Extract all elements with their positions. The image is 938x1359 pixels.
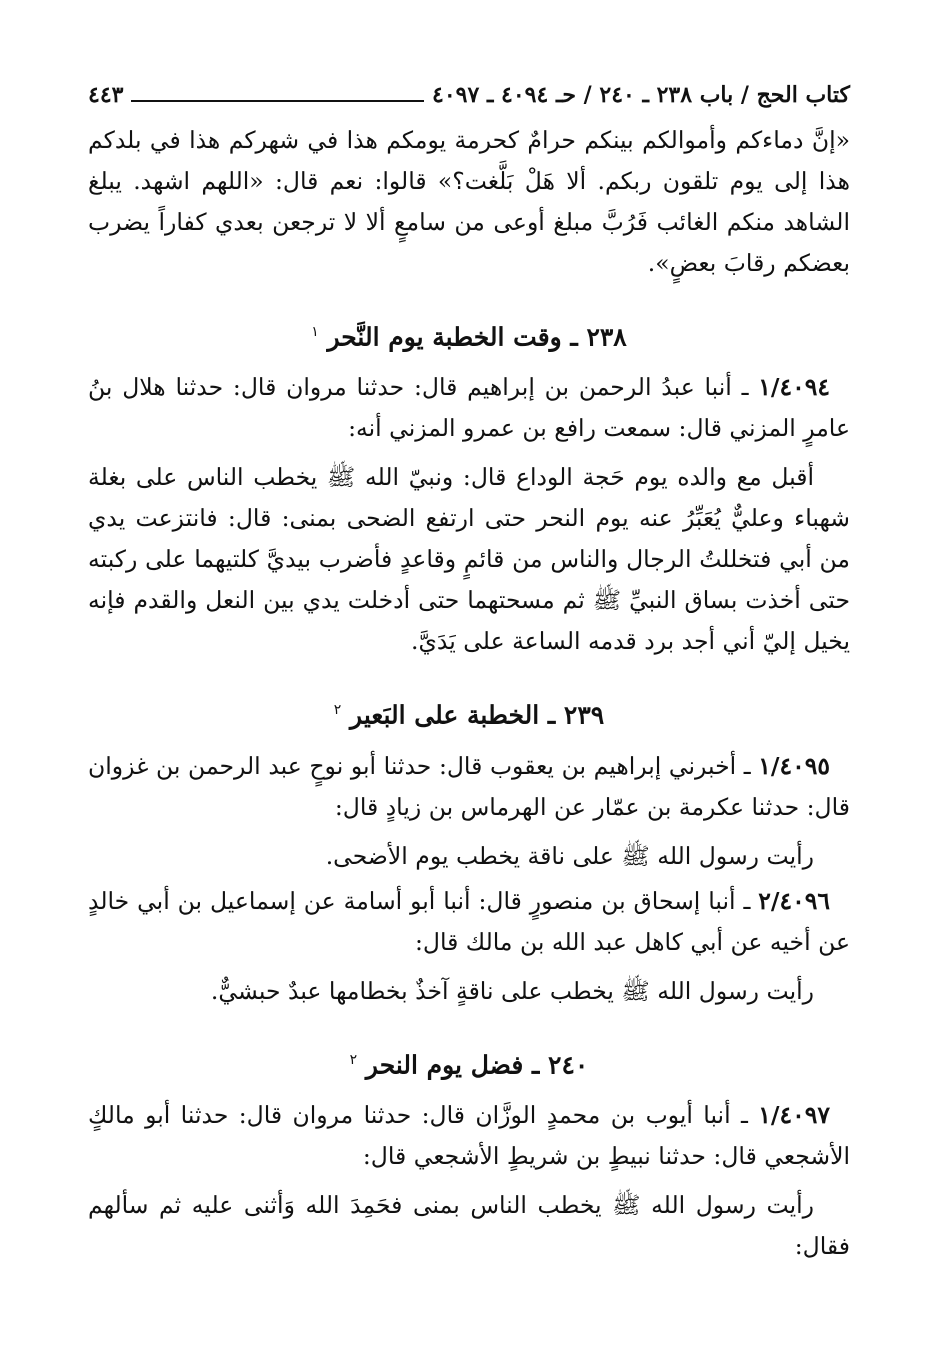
hadith-isnad: [88, 367, 850, 449]
hadith-number: ١/٤٠٩٤: [758, 373, 830, 402]
hadith-number: ١/٤٠٩٧: [758, 1100, 830, 1129]
footnote-mark: ١: [311, 324, 319, 340]
hadith-isnad: [88, 881, 850, 963]
intro-paragraph: «إنَّ دماءكم وأموالكم بينكم حرامٌ كحرمة يومكم هذا في شهركم هذا في بلدكم هذا إلى يوم تلقون ربكم. ألا هَلْ بَلَّغت؟» قالوا: نعم قال: «اللهم اشهد. يبلغ الشاهد منكم الغائب فَرُبَّ مبلغ أوعى من سامعٍ ألا لا ترجعن بعدي كفاراً يضرب بعضكم رقابَ بعضٍ».: [88, 126, 850, 277]
section-heading: [88, 1040, 850, 1085]
section-heading: [88, 690, 850, 735]
footnote-mark: ٢: [333, 702, 342, 719]
hadith-isnad: [88, 1095, 850, 1177]
header-rule: [131, 100, 424, 102]
hadith-matn: رأيت رسول الله ﷺ يخطب الناس بمنى فحَمِدَ الله وَأثنى عليه ثم سألهم فقال:: [88, 1190, 850, 1260]
isnad-text: ـ أخبرني إبراهيم بن يعقوب قال: حدثنا أبو نوحٍ عبد الرحمن بن غزوان قال: حدثنا عكرمة بن عمّار عن الهرماس بن زيادٍ قال:: [88, 751, 850, 821]
isnad-text: ـ أنبا عبدُ الرحمن بن إبراهيم قال: حدثنا مروان قال: حدثنا هلال بنُ عامرٍ المزني قال: سمعت رافع بن عمرو المزني أنه:: [88, 373, 850, 443]
isnad-text: ـ أنبا أيوب بن محمدٍ الوزَّان قال: حدثنا مروان قال: حدثنا أبو مالكٍ الأشجعي قال: حدثنا نبيطٍ بن شريطٍ الأشجعي قال:: [88, 1100, 850, 1170]
hadith-matn: أقبل مع والده يوم حَجة الوداع قال: ونبيّ الله ﷺ يخطب الناس على بغلة شهباء وعليٌّ يُعَبِّرُ عنه يوم النحر حتى ارتفع الضحى بمنى: قال: فانتزعت يدي من أبي فتخللتُ الرجال والناس من قائمٍ وقاعدٍ فأضرب بيديَّ كلتيهما على ركبته حتى أخذت بساق النبيِّ ﷺ ثم مسحتهما حتى أدخلت يدي بين النعل والقدم فإنه يخيل إليّ أني أجد برد قدمه الساعة على يَدَيَّ.: [88, 463, 850, 656]
page-number: ٤٤٣: [88, 82, 124, 108]
hadith-matn: رأيت رسول الله ﷺ يخطب على ناقةٍ آخذٌ بخطامها عبدٌ حبشيٌّ.: [210, 976, 814, 1005]
book-page: [88, 78, 850, 1271]
section-heading-text: ٢٤٠ ـ فضل يوم النحر: [365, 1049, 589, 1079]
section-heading-text: ٢٣٨ ـ وقت الخطبة يوم النَّحر: [327, 322, 627, 352]
footnote-mark: ٢: [349, 1051, 358, 1068]
section-heading: [88, 312, 850, 357]
hadith-number: ٢/٤٠٩٦: [758, 886, 830, 915]
isnad-text: ـ أنبا إسحاق بن منصورٍ قال: أنبا أبو أسامة عن إسماعيل بن أبي خالدٍ عن أخيه عن أبي كاهل عبد الله بن مالك قال:: [88, 886, 850, 956]
hadith-isnad: [88, 746, 850, 828]
hadith-matn: رأيت رسول الله ﷺ على ناقة يخطب يوم الأضحى.: [325, 841, 814, 870]
hadith-number: ١/٤٠٩٥: [758, 751, 830, 780]
running-header: [88, 78, 850, 108]
section-heading-text: ٢٣٩ ـ الخطبة على البَعير: [350, 700, 605, 730]
running-header-title: كتاب الحج / باب ٢٣٨ ـ ٢٤٠ / حـ ٤٠٩٤ ـ ٤٠٩٧: [432, 82, 850, 108]
